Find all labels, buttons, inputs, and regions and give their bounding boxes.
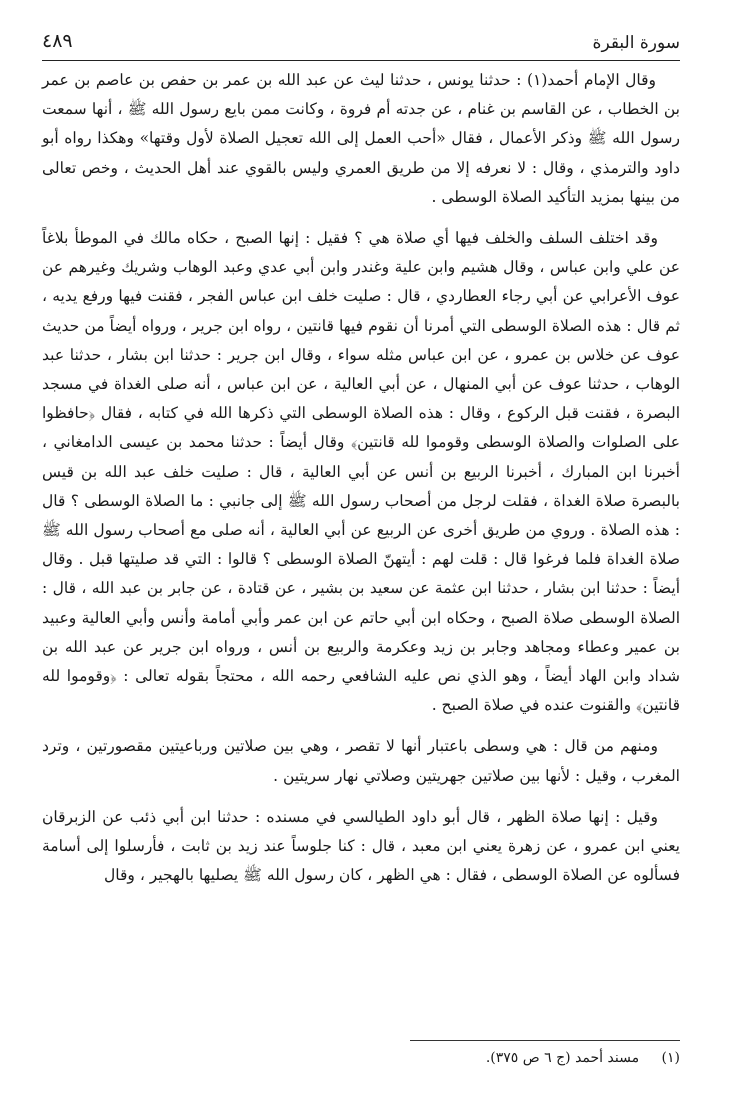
footnote-separator (410, 1040, 680, 1041)
paragraph-4: وقيل : إنها صلاة الظهر ، قال أبو داود الطيالسي في مسنده : حدثنا ابن أبي ذئب عن الزبرقان يعني ابن عمرو ، عن زهرة يعني ابن معبد ، قال : كنا جلوساً عند زيد بن ثابت ، فأرسلوا إلى أسامة فسألوه عن الصلاة الوسطى ، فقال : هي الظهر ، كان رسول الله ﷺ يصليها بالهجير ، وقال (42, 807, 680, 885)
footnote-number: (١) (661, 1050, 680, 1066)
page-number: ٤٨٩ (42, 30, 73, 52)
footnote-text: مسند أحمد (ج ٦ ص ٣٧٥). (485, 1050, 640, 1066)
surah-title: سورة البقرة (592, 33, 680, 53)
paragraph-1: وقال الإمام أحمد(١) : حدثنا يونس ، حدثنا ليث عن عبد الله بن عمر بن حفص بن عاصم بن عمر بن الخطاب ، عن القاسم بن غنام ، عن جدته أم فروة ، وكانت ممن بايع رسول الله ﷺ ، أنها سمعت رسول الله ﷺ وذكر الأعمال ، فقال «أحب العمل إلى الله تعجيل الصلاة لأول وقتها» وهكذا رواه أبو داود والترمذي ، وقال : لا نعرفه إلا من طريق العمري وليس بالقوي عند أهل الحديث ، وخص تعالى من بينها بمزيد التأكيد الصلاة الوسطى . (42, 71, 680, 206)
footnote (42, 1048, 680, 1068)
paragraph-2: وقد اختلف السلف والخلف فيها أي صلاة هي ؟ فقيل : إنها الصبح ، حكاه مالك في الموطأ بلاغاً عن علي وابن عباس ، وقال هشيم وابن علية وغندر وابن أبي عدي وعبد الوهاب وشريك وغيرهم عن عوف الأعرابي عن أبي رجاء العطاردي ، قال : صليت خلف ابن عباس الفجر ، فقنت فيها ورفع يديه ، ثم قال : هذه الصلاة الوسطى التي أمرنا أن نقوم فيها قانتين ، رواه ابن جرير ، ورواه أيضاً من حديث عوف عن خلاس بن عمرو ، عن ابن عباس مثله سواء ، وقال ابن جرير : حدثنا ابن بشار ، حدثنا عبد الوهاب ، حدثنا عوف عن أبي المنهال ، عن أبي العالية ، عن ابن عباس ، أنه صلى الغداة في مسجد البصرة ، فقنت قبل الركوع ، وقال : هذه الصلاة الوسطى التي ذكرها الله في كتابه ، فقال ﴿حافظوا على الصلوات والصلاة الوسطى وقوموا لله قانتين﴾ وقال أيضاً : حدثنا محمد بن عيسى الدامغاني ، أخبرنا ابن المبارك ، أخبرنا الربيع بن أنس عن أبي العالية ، قال : صليت خلف عبد الله بن قيس بالبصرة صلاة الغداة ، فقلت لرجل من أصحاب رسول الله ﷺ إلى جانبي : ما الصلاة الوسطى ؟ قال : هذه الصلاة . وروي من طريق أخرى عن الربيع عن أبي العالية ، أنه صلى مع أصحاب رسول الله ﷺ صلاة الغداة فلما فرغوا قال : قلت لهم : أيتهنّ الصلاة الوسطى ؟ قالوا : التي قد صليتها قبل . وقال أيضاً : حدثنا ابن بشار ، حدثنا ابن عثمة عن سعيد بن بشير ، عن قتادة ، عن جابر بن عبد الله ، قال : الصلاة الوسطى صلاة الصبح ، وحكاه ابن أبي حاتم عن ابن عمر وأبي أمامة وأنس وأبي العالية وعبيد بن عمير وعطاء ومجاهد وجابر بن زيد وعكرمة والربيع بن أنس ، ورواه ابن جرير عن عبد الله بن شداد وابن الهاد أيضاً ، وهو الذي نص عليه الشافعي رحمه الله ، محتجاً بقوله تعالى : ﴿وقوموا لله قانتين﴾ والقنوت عنده في صلاة الصبح . (42, 229, 680, 715)
page-header (42, 30, 680, 61)
page-body (42, 66, 680, 902)
paragraph-3: ومنهم من قال : هي وسطى باعتبار أنها لا تقصر ، وهي بين صلاتين ورباعيتين مقصورتين ، وترد المغرب ، وقيل : لأنها بين صلاتين جهريتين وصلاتي نهار سريتين . (42, 737, 680, 785)
